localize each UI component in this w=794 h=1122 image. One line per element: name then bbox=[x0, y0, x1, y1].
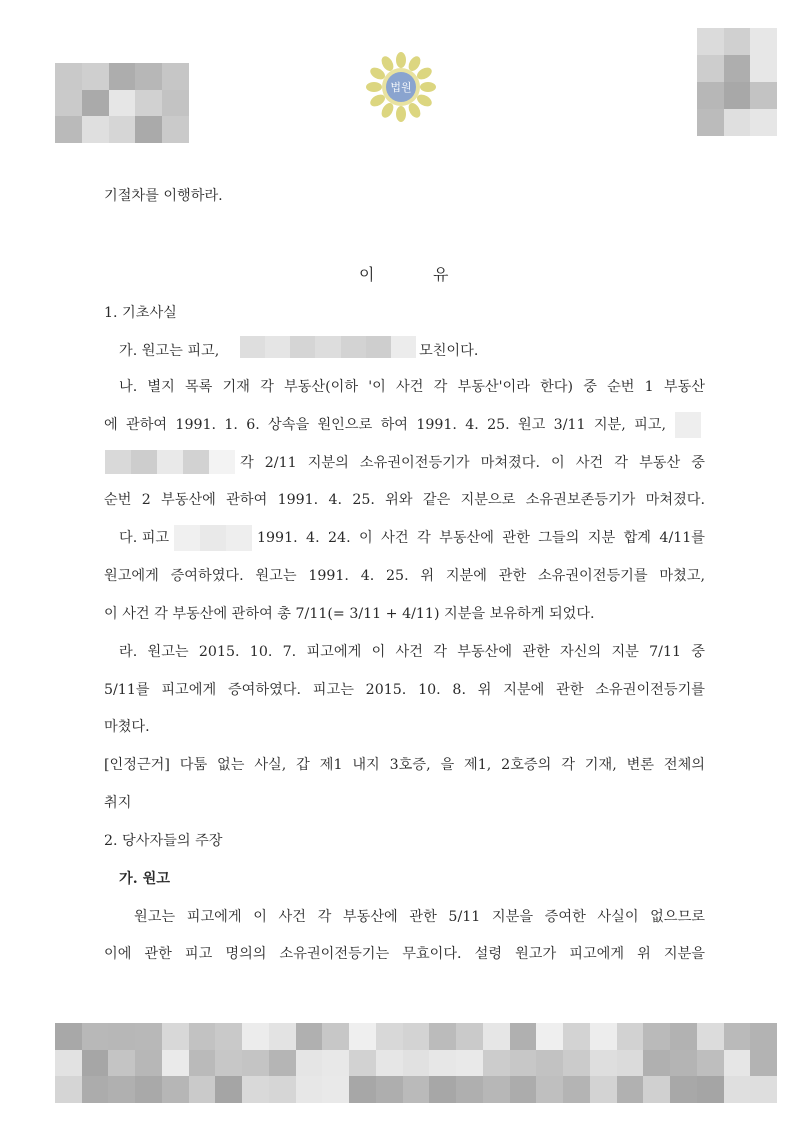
redaction-pixel bbox=[536, 1023, 563, 1050]
redaction-pixel bbox=[697, 1023, 724, 1050]
redaction-pixel bbox=[242, 1076, 269, 1103]
redaction-pixel bbox=[226, 525, 252, 551]
redaction-pixel bbox=[82, 116, 109, 143]
para-na-line4: 순번 2 부동산에 관하여 1991. 4. 25. 위와 같은 지분으로 소유권보존등기가 마쳐졌다. bbox=[104, 492, 705, 508]
redaction-pixel bbox=[697, 82, 724, 109]
heading-parties-claims: 2. 당사자들의 주장 bbox=[104, 833, 223, 849]
redaction-pixel bbox=[341, 336, 366, 358]
redaction-pixel bbox=[750, 109, 777, 136]
redaction-pixel bbox=[724, 28, 751, 55]
redaction-pixel bbox=[750, 1076, 777, 1103]
redaction-pixel bbox=[82, 63, 109, 90]
court-seal-logo bbox=[364, 50, 438, 124]
redaction-pixel bbox=[82, 1023, 109, 1050]
redaction-pixel bbox=[265, 336, 290, 358]
redaction-pixel bbox=[242, 1023, 269, 1050]
redaction-pixel bbox=[563, 1076, 590, 1103]
redaction-pixel bbox=[296, 1023, 323, 1050]
para-da-line1: 1991. 4. 24. 이 사건 각 부동산에 관한 그들의 지분 합계 4/11를 bbox=[257, 530, 705, 546]
redaction-pixel bbox=[590, 1076, 617, 1103]
redaction-pixel bbox=[135, 1076, 162, 1103]
redaction-pixel bbox=[724, 109, 751, 136]
para-ra-line3: 마쳤다. bbox=[104, 719, 150, 735]
redaction-pixel bbox=[189, 1076, 216, 1103]
para-na-line2: 에 관하여 1991. 1. 6. 상속을 원인으로 하여 1991. 4. 25. 원고 3/11 지분, 피고, bbox=[104, 417, 666, 433]
redaction-pixel bbox=[510, 1076, 537, 1103]
redaction-pixel bbox=[750, 1023, 777, 1050]
redaction-pixel bbox=[670, 1050, 697, 1077]
redaction-pixel bbox=[349, 1023, 376, 1050]
redaction-pixel bbox=[403, 1076, 430, 1103]
redaction-pixel bbox=[643, 1050, 670, 1077]
redaction-pixel bbox=[643, 1076, 670, 1103]
redaction-pixel bbox=[296, 1076, 323, 1103]
redacted-header-left bbox=[55, 63, 189, 143]
basis-line2: 취지 bbox=[104, 795, 132, 811]
redacted-header-right bbox=[697, 28, 777, 136]
basis-line1: [인정근거] 다툼 없는 사실, 갑 제1 내지 3호증, 을 제1, 2호증의 각 기재, 변론 전체의 bbox=[104, 757, 705, 773]
redaction-pixel bbox=[162, 63, 189, 90]
redaction-pixel bbox=[322, 1050, 349, 1077]
redaction-pixel bbox=[724, 1050, 751, 1077]
redaction-pixel bbox=[643, 1023, 670, 1050]
redaction-pixel bbox=[403, 1023, 430, 1050]
redaction-pixel bbox=[82, 90, 109, 117]
redaction-pixel bbox=[483, 1076, 510, 1103]
redaction-pixel bbox=[750, 28, 777, 55]
redaction-pixel bbox=[376, 1076, 403, 1103]
redaction-pixel bbox=[269, 1076, 296, 1103]
redaction-pixel bbox=[349, 1050, 376, 1077]
redaction-pixel bbox=[510, 1050, 537, 1077]
redaction-pixel bbox=[376, 1050, 403, 1077]
redaction-pixel bbox=[135, 90, 162, 117]
seal-petal bbox=[396, 52, 406, 68]
redaction-pixel bbox=[536, 1050, 563, 1077]
redaction-pixel bbox=[183, 450, 209, 474]
redaction-pixel bbox=[109, 90, 136, 117]
redaction-pixel bbox=[109, 116, 136, 143]
section-title-left: 이 bbox=[359, 265, 375, 284]
redaction-pixel bbox=[55, 63, 82, 90]
redaction-pixel bbox=[215, 1050, 242, 1077]
redaction-pixel bbox=[403, 1050, 430, 1077]
redaction-pixel bbox=[135, 63, 162, 90]
redaction-pixel bbox=[376, 1023, 403, 1050]
redaction-pixel bbox=[269, 1050, 296, 1077]
redaction-pixel bbox=[135, 116, 162, 143]
redaction-pixel bbox=[82, 1050, 109, 1077]
redaction-pixel bbox=[429, 1050, 456, 1077]
redacted-footer bbox=[55, 1023, 777, 1103]
redaction-pixel bbox=[366, 336, 391, 358]
redaction-pixel bbox=[240, 336, 265, 358]
redaction-pixel bbox=[697, 1050, 724, 1077]
redaction-pixel bbox=[724, 55, 751, 82]
seal-petal bbox=[396, 106, 406, 122]
redaction-pixel bbox=[315, 336, 340, 358]
para-da-start: 다. 피고 bbox=[119, 530, 170, 546]
para-ra-line1: 라. 원고는 2015. 10. 7. 피고에게 이 사건 각 부동산에 관한 자신의 지분 7/11 중 bbox=[119, 644, 705, 660]
redaction-pixel bbox=[55, 1050, 82, 1077]
redaction-pixel bbox=[536, 1076, 563, 1103]
redaction-pixel bbox=[724, 1076, 751, 1103]
para-da-line3: 이 사건 각 부동산에 관하여 총 7/11(= 3/11 + 4/11) 지분을 보유하게 되었다. bbox=[104, 606, 595, 622]
redaction-pixel bbox=[189, 1050, 216, 1077]
redacted-name bbox=[105, 450, 235, 474]
redaction-pixel bbox=[697, 109, 724, 136]
redaction-pixel bbox=[105, 450, 131, 474]
redaction-pixel bbox=[55, 1023, 82, 1050]
para-ga-start: 가. 원고는 피고, bbox=[119, 343, 220, 359]
para-da-line2: 원고에게 증여하였다. 원고는 1991. 4. 25. 위 지분에 관한 소유권이전등기를 마쳤고, bbox=[104, 568, 705, 584]
redaction-pixel bbox=[456, 1050, 483, 1077]
redaction-pixel bbox=[209, 450, 235, 474]
redaction-pixel bbox=[590, 1050, 617, 1077]
redaction-pixel bbox=[55, 1076, 82, 1103]
redaction-pixel bbox=[456, 1076, 483, 1103]
subheading-plaintiff: 가. 원고 bbox=[119, 871, 170, 887]
redaction-pixel bbox=[135, 1023, 162, 1050]
claim-line1: 원고는 피고에게 이 사건 각 부동산에 관한 5/11 지분을 증여한 사실이 없으므로 bbox=[134, 909, 705, 925]
redaction-pixel bbox=[483, 1023, 510, 1050]
redaction-pixel bbox=[349, 1076, 376, 1103]
redaction-pixel bbox=[109, 63, 136, 90]
redaction-pixel bbox=[563, 1023, 590, 1050]
redaction-pixel bbox=[697, 28, 724, 55]
redaction-pixel bbox=[429, 1076, 456, 1103]
redaction-pixel bbox=[162, 1076, 189, 1103]
redaction-pixel bbox=[510, 1023, 537, 1050]
redacted-name bbox=[174, 525, 252, 551]
redaction-pixel bbox=[108, 1023, 135, 1050]
redaction-pixel bbox=[55, 90, 82, 117]
seal-text: 법원 bbox=[390, 81, 412, 94]
redaction-pixel bbox=[456, 1023, 483, 1050]
redaction-pixel bbox=[108, 1076, 135, 1103]
redaction-pixel bbox=[391, 336, 416, 358]
para-ra-line2: 5/11를 피고에게 증여하였다. 피고는 2015. 10. 8. 위 지분에 관한 소유권이전등기를 bbox=[104, 682, 705, 698]
redaction-pixel bbox=[135, 1050, 162, 1077]
heading-basic-facts: 1. 기초사실 bbox=[104, 305, 177, 321]
redacted-name bbox=[675, 412, 701, 438]
redaction-pixel bbox=[322, 1023, 349, 1050]
redaction-pixel bbox=[296, 1050, 323, 1077]
continuation-line: 기절차를 이행하라. bbox=[104, 188, 223, 204]
redaction-pixel bbox=[174, 525, 200, 551]
redaction-pixel bbox=[269, 1023, 296, 1050]
redaction-pixel bbox=[429, 1023, 456, 1050]
para-na-line1: 나. 별지 목록 기재 각 부동산(이하 '이 사건 각 부동산'이라 한다) 중 순번 1 부동산 bbox=[119, 379, 705, 395]
redaction-pixel bbox=[483, 1050, 510, 1077]
redaction-pixel bbox=[215, 1023, 242, 1050]
redaction-pixel bbox=[322, 1076, 349, 1103]
redaction-pixel bbox=[590, 1023, 617, 1050]
redaction-pixel bbox=[162, 116, 189, 143]
redaction-pixel bbox=[670, 1076, 697, 1103]
redaction-pixel bbox=[724, 1023, 751, 1050]
para-na-line3: 각 2/11 지분의 소유권이전등기가 마쳐졌다. 이 사건 각 부동산 중 bbox=[240, 455, 705, 471]
redaction-pixel bbox=[162, 90, 189, 117]
redaction-pixel bbox=[750, 55, 777, 82]
para-ga-end: 모친이다. bbox=[419, 343, 479, 359]
redaction-pixel bbox=[617, 1076, 644, 1103]
redaction-pixel bbox=[697, 55, 724, 82]
redaction-pixel bbox=[162, 1050, 189, 1077]
redaction-pixel bbox=[200, 525, 226, 551]
redacted-name bbox=[240, 336, 416, 358]
redaction-pixel bbox=[697, 1076, 724, 1103]
redaction-pixel bbox=[108, 1050, 135, 1077]
redaction-pixel bbox=[750, 82, 777, 109]
redaction-pixel bbox=[242, 1050, 269, 1077]
redaction-pixel bbox=[189, 1023, 216, 1050]
redaction-pixel bbox=[131, 450, 157, 474]
section-title-right: 유 bbox=[433, 265, 449, 284]
redaction-pixel bbox=[617, 1050, 644, 1077]
claim-line2: 이에 관한 피고 명의의 소유권이전등기는 무효이다. 설령 원고가 피고에게 위 지분을 bbox=[104, 946, 705, 962]
redaction-pixel bbox=[563, 1050, 590, 1077]
redaction-pixel bbox=[670, 1023, 697, 1050]
redaction-pixel bbox=[157, 450, 183, 474]
redaction-pixel bbox=[617, 1023, 644, 1050]
redaction-pixel bbox=[162, 1023, 189, 1050]
redaction-pixel bbox=[290, 336, 315, 358]
redaction-pixel bbox=[55, 116, 82, 143]
redaction-pixel bbox=[724, 82, 751, 109]
redaction-pixel bbox=[82, 1076, 109, 1103]
redaction-pixel bbox=[215, 1076, 242, 1103]
redaction-pixel bbox=[675, 412, 701, 438]
redaction-pixel bbox=[750, 1050, 777, 1077]
